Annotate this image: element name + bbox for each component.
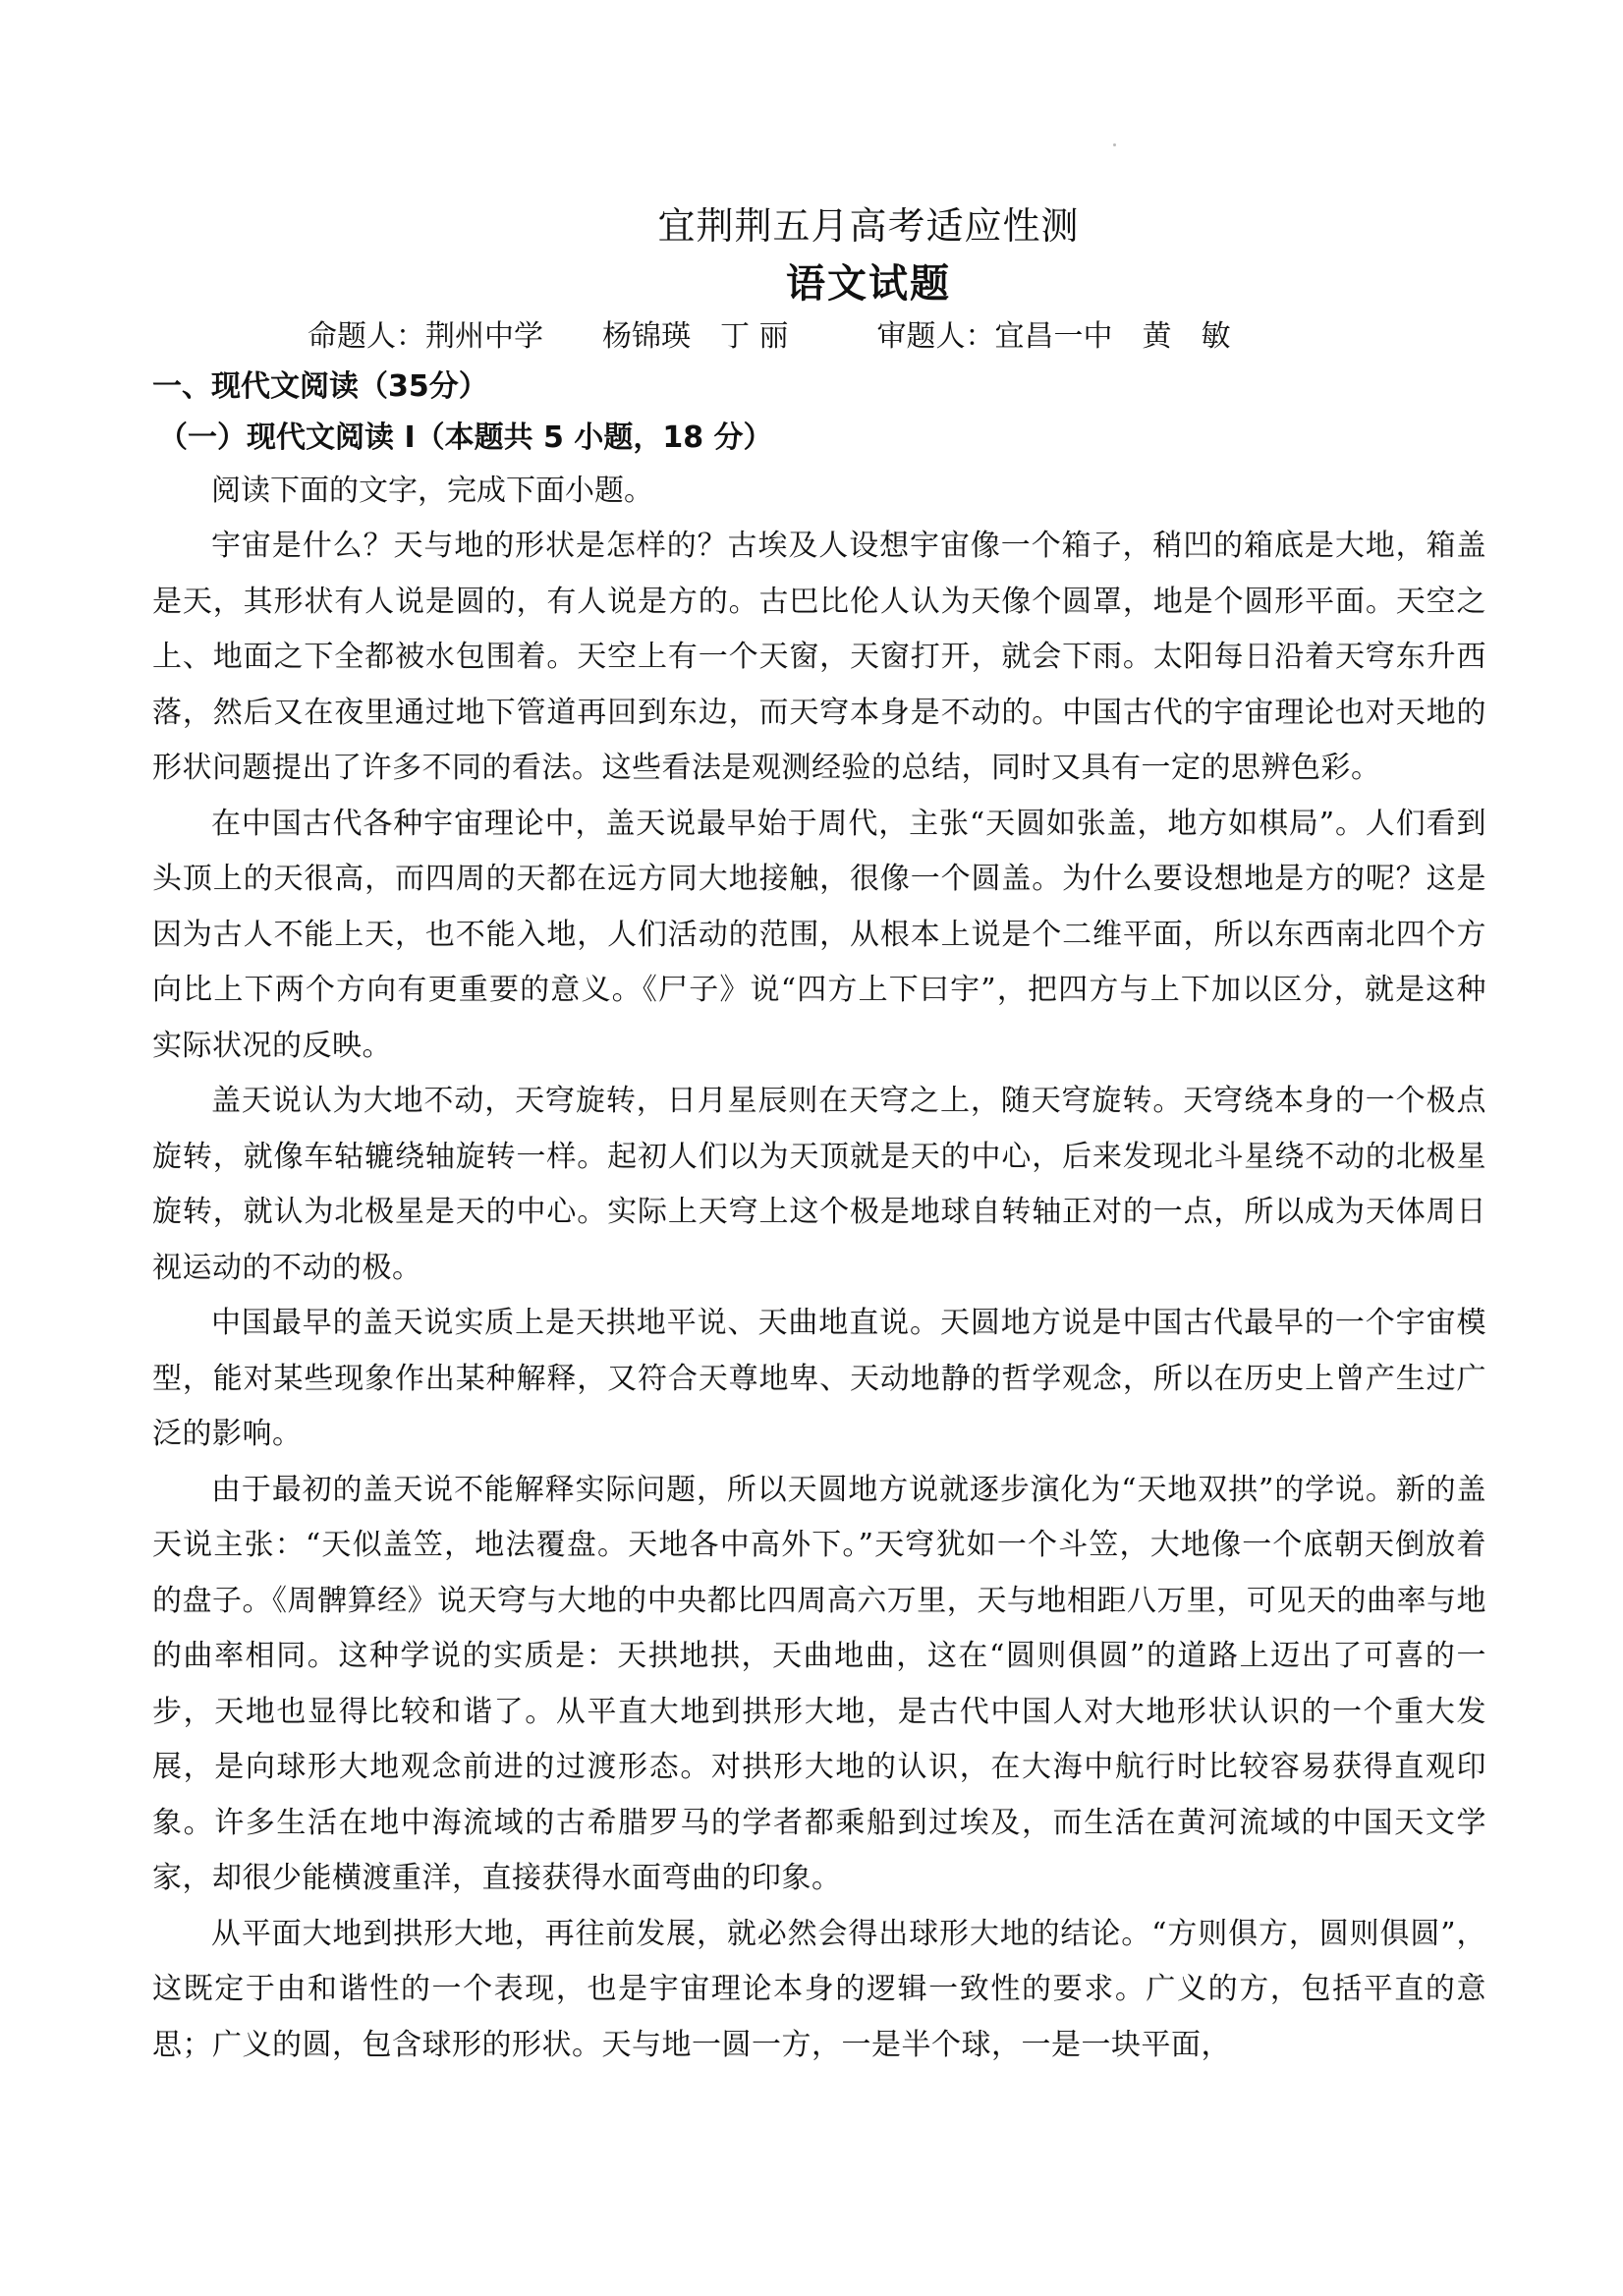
exam-subtitle: 语文试题 bbox=[786, 260, 951, 307]
reading-paragraph: 在中国古代各种宇宙理论中，盖天说最早始于周代，主张“天圆如张盖，地方如棋局”。人们看到头顶上的天很高，而四周的天都在远方同大地接触，很像一个圆盖。为什么要设想地是方的呢？这是因为古人不能上天，也不能入地，人们活动的范围，从根本上说是个二维平面，所以东西南北四个方向比上下两个方向有更重要的意义。《尸子》说“四方上下曰宇”，把四方与上下加以区分，就是这种实际状况的反映。 bbox=[152, 806, 1486, 1063]
exam-authors: 命题人：荆州中学 杨锦瑛 丁 丽 审题人：宜昌一中 黄 敏 bbox=[308, 319, 1231, 354]
scan-speck bbox=[1113, 143, 1116, 146]
reading-paragraph: 宇宙是什么？天与地的形状是怎样的？古埃及人设想宇宙像一个箱子，稍凹的箱底是大地，箱盖是天，其形状有人说是圆的，有人说是方的。古巴比伦人认为天像个圆罩，地是个圆形平面。天空之上、地面之下全都被水包围着。天空上有一个天窗，天窗打开，就会下雨。太阳每日沿着天穹东升西落，然后又在夜里通过地下管道再回到东边，而天穹本身是不动的。中国古代的宇宙理论也对天地的形状问题提出了许多不同的看法。这些看法是观测经验的总结，同时又具有一定的思辨色彩。 bbox=[152, 529, 1486, 785]
subsection-heading: （一）现代文阅读 I（本题共 5 小题，18 分） bbox=[158, 420, 773, 455]
reading-instruction: 阅读下面的文字，完成下面小题。 bbox=[211, 474, 653, 508]
reading-paragraph: 从平面大地到拱形大地，再往前发展，就必然会得出球形大地的结论。“方则俱方，圆则俱圆”，这既定于由和谐性的一个表现，也是宇宙理论本身的逻辑一致性的要求。广义的方，包括平直的意思；广义的圆，包含球形的形状。天与地一圆一方，一是半个球，一是一块平面， bbox=[152, 1916, 1486, 2062]
reading-paragraph: 由于最初的盖天说不能解释实际问题，所以天圆地方说就逐步演化为“天地双拱”的学说。新的盖天说主张：“天似盖笠，地法覆盘。天地各中高外下。”天穹犹如一个斗笠，大地像一个底朝天倒放着的盘子。《周髀算经》说天穹与大地的中央都比四周高六万里，天与地相距八万里，可见天的曲率与地的曲率相同。这种学说的实质是：天拱地拱，天曲地曲，这在“圆则俱圆”的道路上迈出了可喜的一步，天地也显得比较和谐了。从平直大地到拱形大地，是古代中国人对大地形状认识的一个重大发展，是向球形大地观念前进的过渡形态。对拱形大地的认识，在大海中航行时比较容易获得直观印象。许多生活在地中海流域的古希腊罗马的学者都乘船到过埃及，而生活在黄河流域的中国天文学家，却很少能横渡重洋，直接获得水面弯曲的印象。 bbox=[152, 1472, 1486, 1895]
section-heading: 一、现代文阅读（35分） bbox=[152, 369, 488, 404]
exam-title: 宜荆荆五月高考适应性测 bbox=[657, 204, 1080, 248]
reading-paragraph: 中国最早的盖天说实质上是天拱地平说、天曲地直说。天圆地方说是中国古代最早的一个宇宙模型，能对某些现象作出某种解释，又符合天尊地卑、天动地静的哲学观念，所以在历史上曾产生过广泛的影响。 bbox=[152, 1306, 1486, 1451]
reading-paragraph: 盖天说认为大地不动，天穹旋转，日月星辰则在天穹之上，随天穹旋转。天穹绕本身的一个极点旋转，就像车轱辘绕轴旋转一样。起初人们以为天顶就是天的中心，后来发现北斗星绕不动的北极星旋转，就认为北极星是天的中心。实际上天穹上这个极是地球自转轴正对的一点，所以成为天体周日视运动的不动的极。 bbox=[152, 1084, 1486, 1285]
exam-page bbox=[152, 196, 1486, 2073]
